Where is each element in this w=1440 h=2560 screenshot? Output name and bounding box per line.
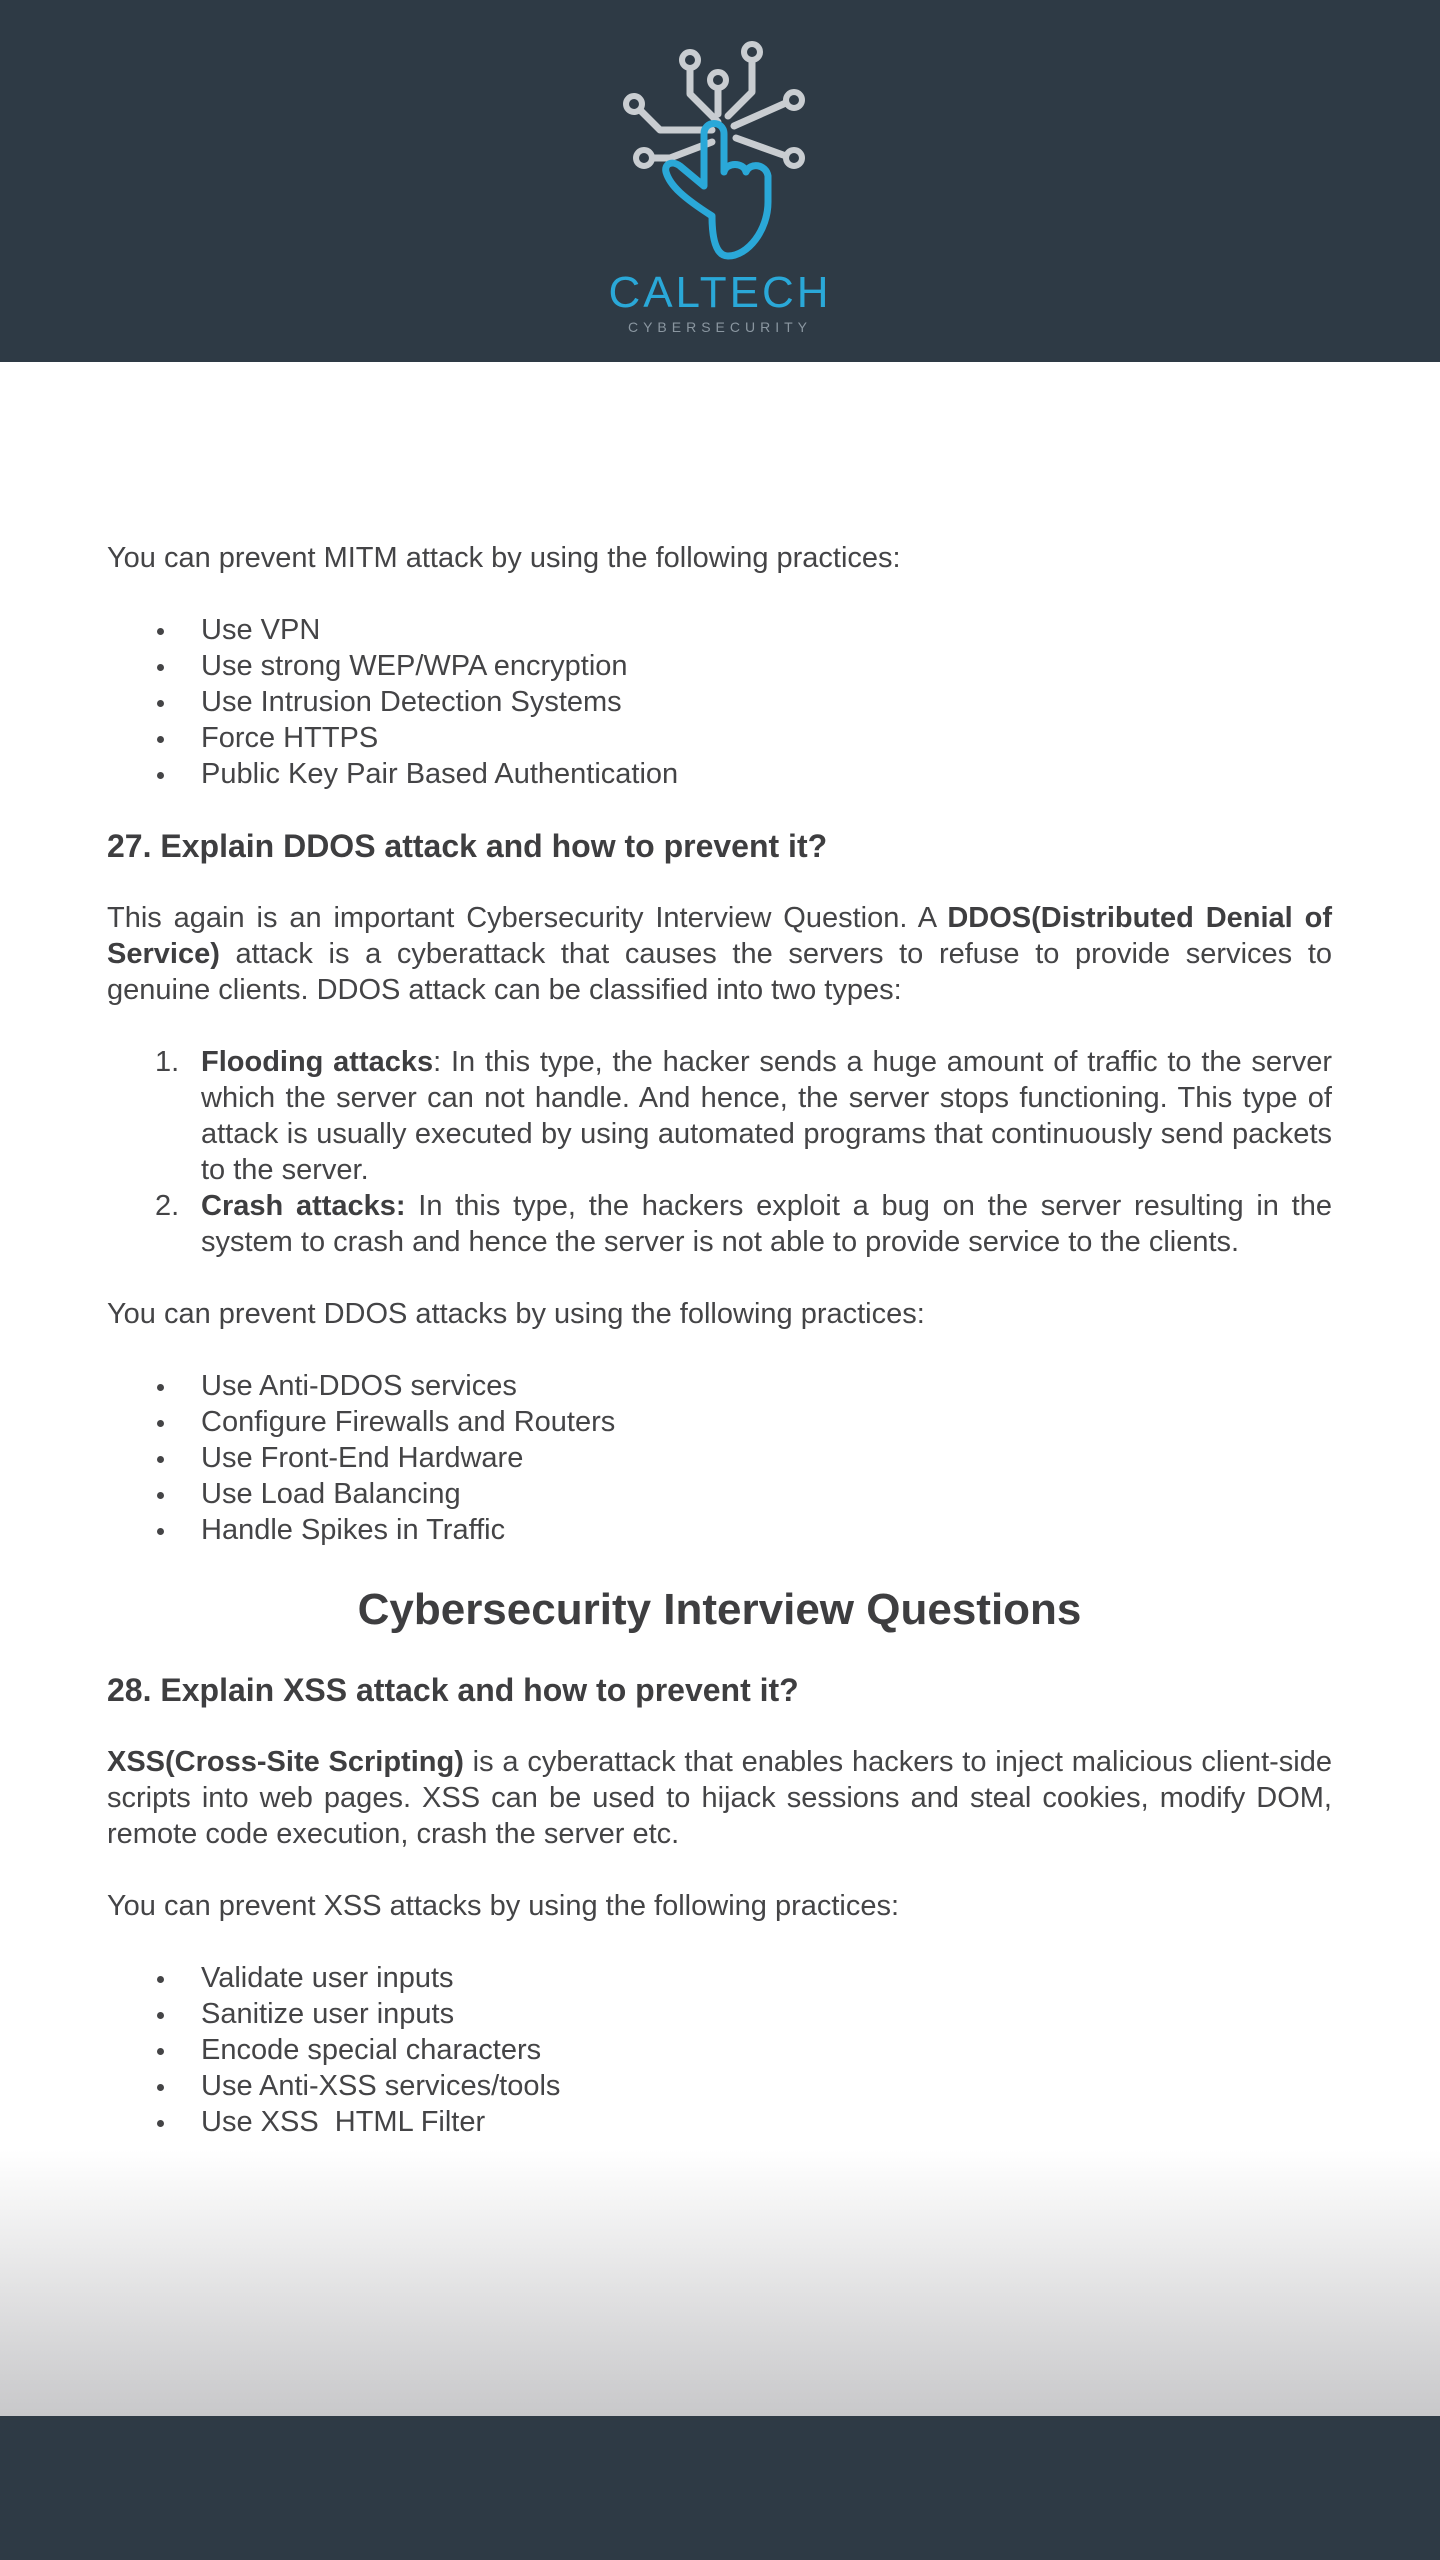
circuit-hand-icon [600,30,840,270]
list-item [107,1044,1332,1188]
ddos-intro-text: This again is an important Cybersecurity Interview Question. A [107,902,948,934]
ddos-prevent-intro: You can prevent DDOS attacks by using the following practices: [107,1298,925,1330]
list-item: Use Intrusion Detection Systems [107,684,1332,720]
attack-type-name: Crash attacks: [201,1190,406,1222]
ddos-types-list [107,1044,1332,1260]
question-27-heading: 27. Explain DDOS attack and how to prevent it? [107,828,828,864]
ddos-intro-paragraph [107,900,1332,1008]
mitm-practices-list [107,612,1332,792]
list-item: Use Anti-XSS services/tools [107,2068,1332,2104]
bottom-fade [0,2150,1440,2416]
list-item: Encode special characters [107,2032,1332,2068]
page-header [0,0,1440,362]
list-item: Force HTTPS [107,720,1332,756]
list-item: Handle Spikes in Traffic [107,1512,1332,1548]
ddos-term: DDOS(Distributed Denial of Service) [107,902,1332,970]
xss-term: XSS(Cross-Site Scripting) [107,1746,464,1778]
list-item: Use Load Balancing [107,1476,1332,1512]
mitm-prevent-intro: You can prevent MITM attack by using the following practices: [107,542,901,574]
list-item: Validate user inputs [107,1960,1332,1996]
brand-subtitle: CYBERSECURITY [627,319,813,335]
list-item: Use Front-End Hardware [107,1440,1332,1476]
xss-intro-paragraph [107,1744,1332,1852]
brand-name: CALTECH [608,268,832,317]
list-item: Sanitize user inputs [107,1996,1332,2032]
list-item: Use VPN [107,612,1332,648]
attack-type-description: : In this type, the hacker sends a huge amount of traffic to the server which the server can not handle. And hence, the server stops functioning. This type of attack is usually executed by using automated programs that continuously send packets to the server. [201,1046,1332,1186]
page-footer [0,2416,1440,2560]
list-item: Public Key Pair Based Authentication [107,756,1332,792]
list-item: Use Anti-DDOS services [107,1368,1332,1404]
list-item: Use XSS HTML Filter [107,2104,1332,2140]
attack-type-description: In this type, the hackers exploit a bug on the server resulting in the system to crash and hence the server is not able to provide service to the clients. [201,1190,1332,1258]
list-item: Use strong WEP/WPA encryption [107,648,1332,684]
question-28-heading: 28. Explain XSS attack and how to prevent it? [107,1672,799,1708]
attack-type-name: Flooding attacks [201,1046,434,1078]
ddos-practices-list [107,1368,1332,1548]
list-item: Configure Firewalls and Routers [107,1404,1332,1440]
list-item [107,1188,1332,1260]
ddos-intro-text-end: attack is a cyberattack that causes the servers to refuse to provide services to genuine clients. DDOS attack can be classified into two types: [107,938,1332,1006]
list-number: 2. [155,1190,180,1222]
section-title: Cybersecurity Interview Questions [357,1585,1082,1634]
document-body [107,540,1332,2140]
xss-practices-list [107,1960,1332,2140]
xss-prevent-intro: You can prevent XSS attacks by using the following practices: [107,1890,900,1922]
list-number: 1. [155,1046,180,1078]
xss-intro-text: is a cyberattack that enables hackers to inject malicious client-side scripts into web pages. XSS can be used to hijack sessions and steal cookies, modify DOM, remote code execution, crash the server etc. [107,1746,1332,1850]
